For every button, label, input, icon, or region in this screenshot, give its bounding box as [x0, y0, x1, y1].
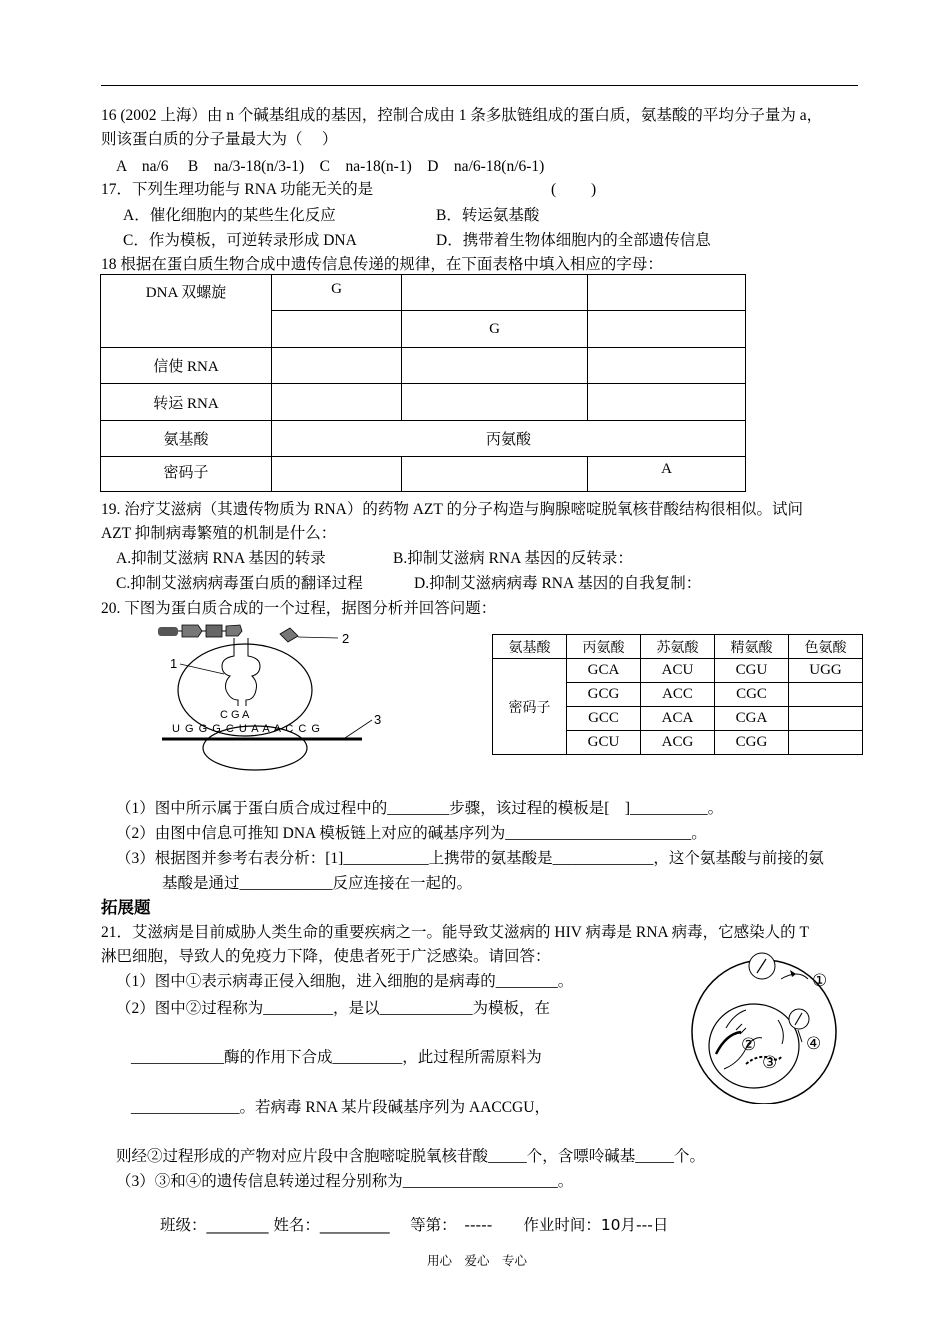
- q19-option-b: B.抑制艾滋病 RNA 基因的反转录：: [393, 550, 633, 567]
- q21-sub2-line1: （2）图中②过程称为_________，是以____________为模板，在: [116, 1000, 551, 1017]
- q18-mrna-cell: [272, 348, 402, 384]
- q18-codon-label: 密码子: [101, 457, 272, 492]
- codon-cell: [789, 731, 863, 755]
- q21-sub1: （1）图中①表示病毒正侵入细胞，进入细胞的是病毒的________。: [116, 973, 574, 990]
- codon-table-header: 苏氨酸: [641, 635, 715, 659]
- codon-table-row-label: 密码子: [493, 659, 567, 755]
- label-3: 3: [374, 712, 382, 727]
- q18-aa-label: 氨基酸: [101, 421, 272, 457]
- q18-stem: 18 根据在蛋白质生物合成中遗传信息传递的规律，在下面表格中填入相应的字母：: [101, 256, 663, 273]
- q18-codon-cell-a: A: [588, 457, 746, 492]
- codon-cell: CGU: [715, 659, 789, 683]
- amino-acid-icon: [226, 625, 242, 636]
- q18-trna-cell: [588, 384, 746, 421]
- q17-stem: 17．下列生理功能与 RNA 功能无关的是: [101, 181, 374, 198]
- q19-stem-line1: 19. 治疗艾滋病（其遗传物质为 RNA）的药物 AZT 的分子构造与胸腺嘧啶脱氧核苷酸结构很相似。试问: [101, 501, 803, 518]
- codon-cell: GCG: [567, 683, 641, 707]
- translation-diagram: [150, 620, 390, 780]
- q21-sub2-line2: ____________酶的作用下合成_________，此过程所需原料为: [131, 1049, 542, 1066]
- q18-dna-cell: [272, 311, 402, 348]
- q18-mrna-label: 信使 RNA: [101, 348, 272, 384]
- q18-dna-cell: [588, 275, 746, 311]
- codon-cell: CGA: [715, 707, 789, 731]
- q18-dna-cell: [588, 311, 746, 348]
- codon-cell: ACA: [641, 707, 715, 731]
- q21-stem-line1: 21．艾滋病是目前威胁人类生命的重要疾病之一。能导致艾滋病的 HIV 病毒是 RNA 病毒，它感染人的 T: [101, 924, 809, 941]
- q18-mrna-cell: [588, 348, 746, 384]
- q18-codon-cell: [272, 457, 402, 492]
- codon-cell: [789, 707, 863, 731]
- q21-sub2-line3: ______________。若病毒 RNA 某片段碱基序列为 AACCGU，: [131, 1099, 550, 1116]
- free-amino-acid-icon: [280, 628, 298, 642]
- marker-1: ①: [812, 971, 828, 990]
- q19-option-c: C.抑制艾滋病病毒蛋白质的翻译过程: [116, 575, 363, 592]
- codon-cell: CGG: [715, 731, 789, 755]
- q20-sub3-line2: 基酸是通过____________反应连接在一起的。: [162, 875, 473, 892]
- section-title: 拓展题: [101, 899, 151, 917]
- q16-stem-line1: 16 (2002 上海）由 n 个碱基组成的基因，控制合成由 1 条多肽链组成的蛋白质，氨基酸的平均分子量为 a，: [101, 107, 823, 124]
- q18-dna-cell-g1: G: [272, 275, 402, 311]
- amino-acid-icon: [158, 627, 178, 636]
- codon-table-header: 丙氨酸: [567, 635, 641, 659]
- footer-note: 用心 爱心 专心: [427, 1254, 528, 1268]
- codon-cell: ACC: [641, 683, 715, 707]
- q18-mrna-cell: [402, 348, 588, 384]
- q18-trna-cell: [272, 384, 402, 421]
- q16-options: A na/6 B na/3-18(n/3-1) C na-18(n-1) D na/6-18(n/6-1): [116, 158, 545, 175]
- codon-cell: GCC: [567, 707, 641, 731]
- q19-option-d: D.抑制艾滋病病毒 RNA 基因的自我复制：: [414, 575, 702, 592]
- q18-dna-label: DNA 双螺旋: [101, 275, 272, 348]
- codon-cell: ACU: [641, 659, 715, 683]
- q20-sub3-line1: （3）根据图并参考右表分析：[1]___________上携带的氨基酸是_____________，这个氨基酸与前接的氨: [116, 850, 824, 867]
- amino-acid-icon: [182, 625, 202, 637]
- q18-dna-cell: [402, 275, 588, 311]
- anticodon-text: C G A: [220, 709, 250, 721]
- trna-icon: [222, 638, 260, 706]
- q20-stem: 20. 下图为蛋白质合成的一个过程，据图分析并回答问题：: [101, 600, 497, 617]
- q20-sub2: （2）由图中信息可推知 DNA 模板链上对应的碱基序列为________________________。: [116, 825, 707, 842]
- marker-4: ④: [806, 1034, 822, 1053]
- q19-stem-line2: AZT 抑制病毒繁殖的机制是什么：: [101, 525, 337, 542]
- q21-sub2-line4: 则经②过程形成的产物对应片段中含胞嘧啶脱氧核苷酸_____个，含嘌呤碱基_____个。: [116, 1148, 706, 1165]
- q20-sub1: （1）图中所示属于蛋白质合成过程中的________步骤，该过程的模板是[ ]__________。: [116, 800, 724, 817]
- header-rule: [101, 85, 858, 86]
- mrna-sequence: U G G G C U A A A C C G: [172, 723, 321, 735]
- q18-trna-label: 转运 RNA: [101, 384, 272, 421]
- q21-sub3: （3）③和④的遗传信息转递过程分别称为____________________。: [116, 1173, 574, 1190]
- hiv-infection-diagram: [686, 944, 856, 1104]
- q17-option-c: C．作为模板，可逆转录形成 DNA: [123, 232, 357, 249]
- q18-aa-value: 丙氨酸: [272, 421, 746, 457]
- q19-option-a: A.抑制艾滋病 RNA 基因的转录: [116, 550, 326, 567]
- codon-cell: CGC: [715, 683, 789, 707]
- q16-stem-line2: 则该蛋白质的分子量最大为（ ）: [101, 131, 338, 148]
- q21-stem-line2: 淋巴细胞，导致人的免疫力下降，使患者死于广泛感染。请回答：: [101, 948, 551, 965]
- q17-answer-paren: ( ): [551, 181, 597, 198]
- marker-3: ③: [762, 1053, 778, 1072]
- codon-table-header: 氨基酸: [493, 635, 567, 659]
- q17-option-a: A．催化细胞内的某些生化反应: [123, 207, 336, 224]
- q18-trna-cell: [402, 384, 588, 421]
- codon-table-header: 精氨酸: [715, 635, 789, 659]
- codon-cell: GCU: [567, 731, 641, 755]
- footer-form: 班级：________ 姓名：_________ 等第： ----- 作业时间：10月---日: [160, 1216, 669, 1234]
- codon-table: [492, 634, 863, 755]
- q17-option-d: D．携带着生物体细胞内的全部遗传信息: [436, 232, 711, 249]
- q18-table: [100, 274, 746, 492]
- amino-acid-icon: [206, 625, 222, 637]
- codon-cell: UGG: [789, 659, 863, 683]
- q17-option-b: B．转运氨基酸: [436, 207, 540, 224]
- q18-codon-cell: [402, 457, 588, 492]
- label-2: 2: [342, 631, 350, 646]
- q18-dna-cell-g2: G: [402, 311, 588, 348]
- label-1: 1: [170, 656, 178, 671]
- codon-cell: [789, 683, 863, 707]
- marker-2: ②: [741, 1035, 757, 1054]
- codon-cell: GCA: [567, 659, 641, 683]
- viral-rna-strand: [716, 1032, 741, 1054]
- codon-table-header: 色氨酸: [789, 635, 863, 659]
- codon-cell: ACG: [641, 731, 715, 755]
